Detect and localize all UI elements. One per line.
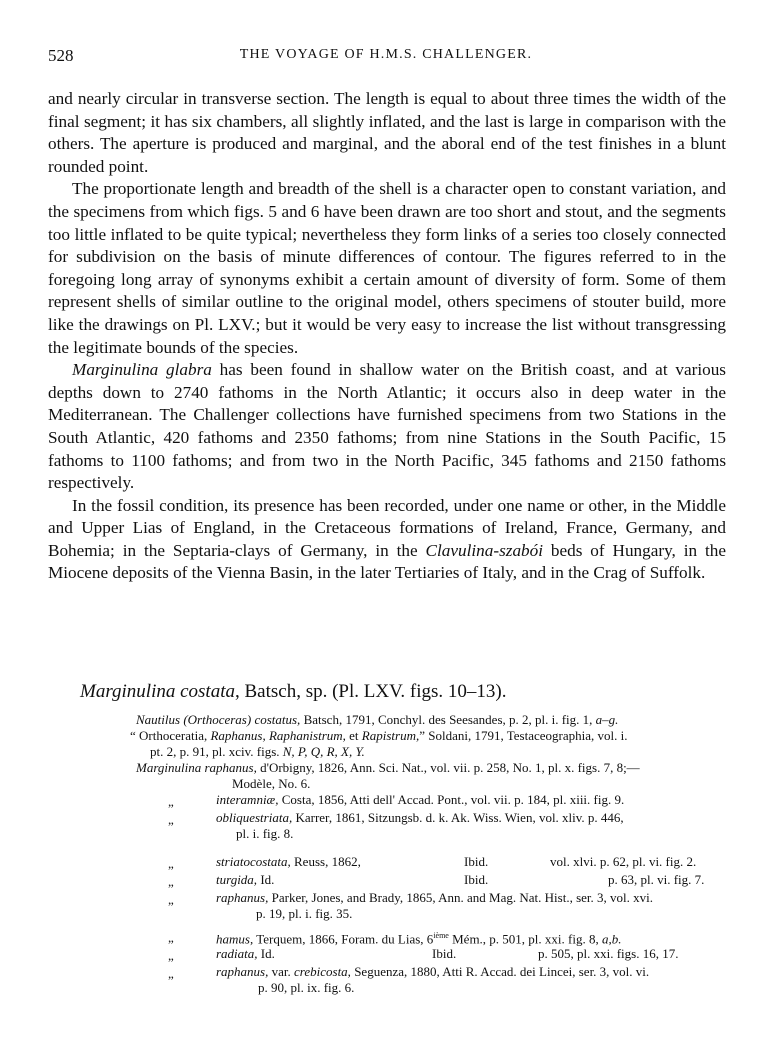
ditto-mark: „ — [168, 892, 174, 907]
synonymy-line: radiata, Id. — [216, 946, 275, 961]
ditto-mark: „ — [168, 966, 174, 981]
paragraph-3: Marginulina glabra has been found in shallow water on the British coast, and at various depths down to 2740 fathoms in the North Atlantic; it occurs also in deep water in the Mediterranean. The Challenger collections have furnished specimens from two Stations in the South Atlantic, 420 fathoms and 2350 fathoms; from nine Stations in the South Pacific, 15 fathoms to 1100 fathoms; and from two in the North Pacific, 345 fathoms and 2150 fathoms respectively. — [48, 360, 727, 493]
synonymy-line: raphanus, Parker, Jones, and Brady, 1865, Ann. and Mag. Nat. Hist., ser. 3, vol. xvi. — [216, 890, 653, 905]
body-text — [48, 88, 726, 585]
species-name-inline: Marginulina glabra — [72, 360, 212, 380]
ditto-mark: „ — [168, 948, 174, 963]
synonymy-line: pt. 2, p. 91, pl. xciv. figs. N, P, Q, R, X, Y. — [150, 744, 365, 759]
paragraph-2: The proportionate length and breadth of the shell is a character open to constant variation, and the specimens from which figs. 5 and 6 have been drawn are too short and stout, and the segments too little inflated to be quite typical; nevertheless they form links of a series too closely connected for subdivision on the basis of minute differences of contour. The figures referred to in the foregoing long array of synonyms exhibit a certain amount of diversity of form. Some of them represent shells of similar outline to the original model, others specimens of stouter build, more like the drawings on Pl. LXV.; but it would be very easy to increase the list without transgressing the legitimate bounds of the species. — [48, 179, 727, 357]
ditto-mark: „ — [168, 794, 174, 809]
ditto-mark: „ — [168, 812, 174, 827]
page-header — [48, 46, 724, 68]
species-heading-name: Marginulina costata — [80, 681, 235, 702]
reference: p. 505, pl. xxi. figs. 16, 17. — [538, 946, 679, 961]
page-number: 528 — [48, 46, 74, 65]
ibid: Ibid. — [464, 854, 489, 869]
synonymy-line: p. 90, pl. ix. fig. 6. — [258, 980, 355, 995]
reference: p. 63, pl. vi. fig. 7. — [608, 872, 705, 887]
synonymy-line: striatocostata, Reuss, 1862, — [216, 854, 361, 869]
synonymy-line: raphanus, var. crebicosta, Seguenza, 1880, Atti R. Accad. dei Lincei, ser. 3, vol. vi. — [216, 964, 650, 979]
species-heading-rest: , Batsch, sp. (Pl. LXV. figs. 10–13). — [235, 681, 507, 702]
synonymy-line: p. 19, pl. i. fig. 35. — [256, 906, 353, 921]
running-title: THE VOYAGE OF H.M.S. CHALLENGER. — [239, 47, 533, 62]
ditto-mark: „ — [168, 856, 174, 871]
synonymy-line: Nautilus (Orthoceras) costatus, Batsch, 1791, Conchyl. des Seesandes, p. 2, pl. i. fig. 1, a–g. — [136, 712, 619, 727]
ditto-mark: „ — [168, 874, 174, 889]
synonymy-line: hamus, Terquem, 1866, Foram. du Lias, 6ième Mém., p. 501, pl. xxi. fig. 8, a,b. — [216, 931, 622, 947]
paragraph-4: In the fossil condition, its presence has been recorded, under one name or other, in the Middle and Upper Lias of England, in the Cretaceous formations of Ireland, France, Germany, and Bohemia; in the Septaria-clays of Germany, in the Clavulina-szabói beds of Hungary, in the Miocene deposits of the Vienna Basin, in the later Tertiaries of Italy, and in the Crag of Suffolk. — [48, 495, 727, 583]
bed-name-inline: Clavulina-szabói — [425, 540, 543, 560]
synonymy-line: interamniæ, Costa, 1856, Atti dell' Accad. Pont., vol. vii. p. 184, pl. xiii. fig. 9. — [216, 792, 625, 807]
ibid: Ibid. — [464, 872, 489, 887]
ditto-mark: „ — [168, 930, 174, 945]
reference: vol. xlvi. p. 62, pl. vi. fig. 2. — [550, 854, 697, 869]
species-heading — [80, 680, 720, 704]
synonymy-line: turgida, Id. — [216, 872, 275, 887]
paragraph-1: and nearly circular in transverse section. The length is equal to about three times the width of the final segment; it has six chambers, all slightly inflated, and the last is large in comparison with the others. The aperture is produced and marginal, and the aboral end of the test finishes in a blunt rounded point. — [48, 89, 727, 176]
synonymy-line: Modèle, No. 6. — [232, 776, 311, 791]
synonymy-line: pl. i. fig. 8. — [236, 826, 294, 841]
synonymy-line: “ Orthoceratia, Raphanus, Raphanistrum, et Rapistrum,” Soldani, 1791, Testaceographia, vol. i. — [130, 728, 628, 743]
synonymy-line: obliquestriata, Karrer, 1861, Sitzungsb. d. k. Ak. Wiss. Wien, vol. xliv. p. 446, — [216, 810, 624, 825]
synonymy-line: Marginulina raphanus, d'Orbigny, 1826, Ann. Sci. Nat., vol. vii. p. 258, No. 1, pl. x. figs. 7, 8;— — [136, 760, 640, 775]
ibid: Ibid. — [432, 946, 457, 961]
